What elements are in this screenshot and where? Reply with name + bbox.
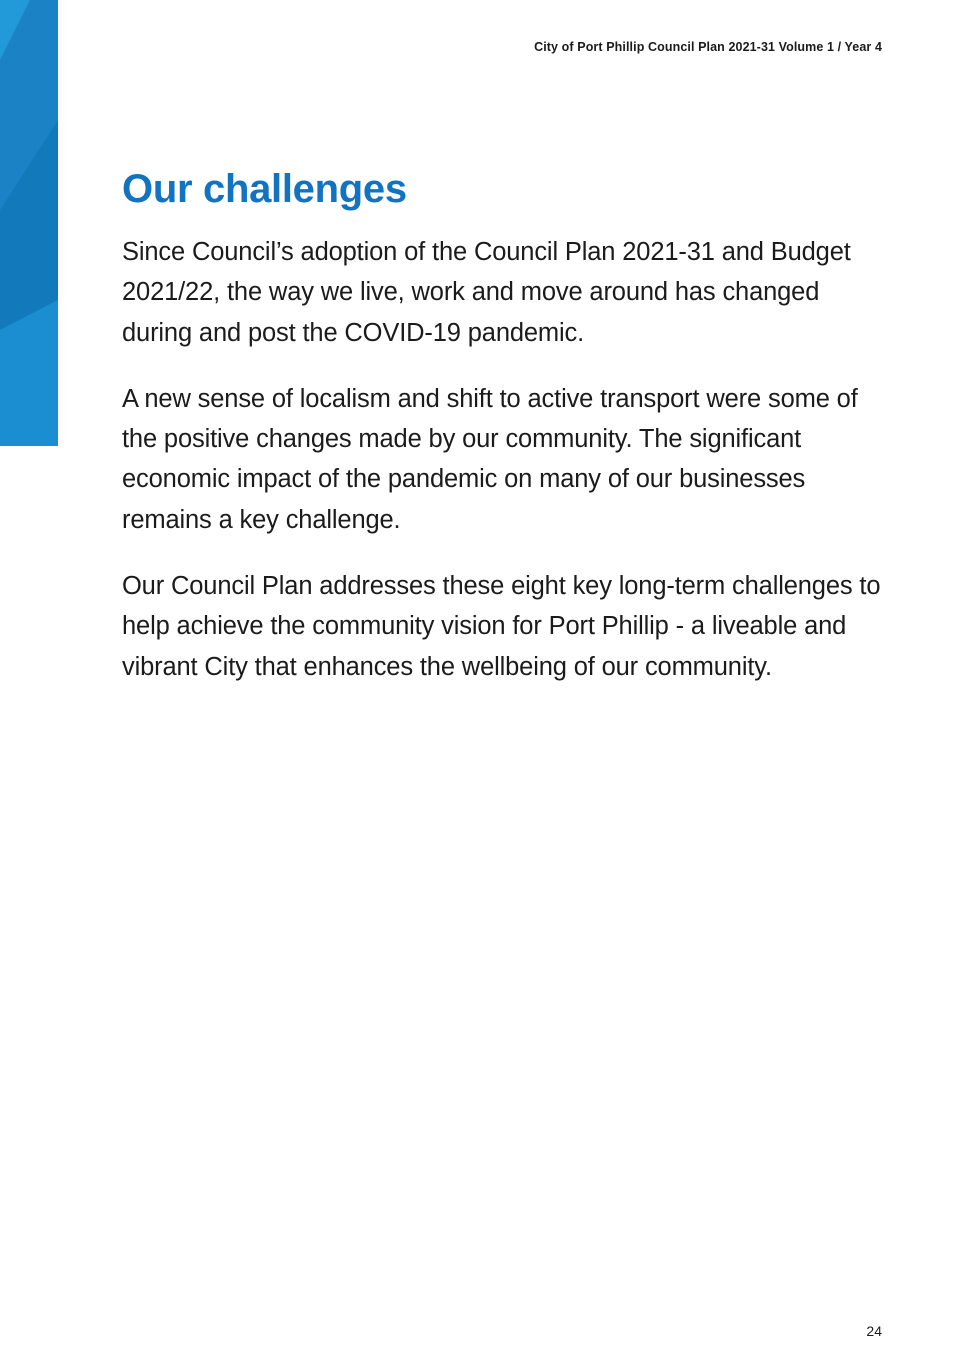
page-number: 24	[866, 1323, 882, 1339]
blue-angled-corner-graphic	[0, 0, 58, 446]
main-content	[122, 168, 892, 687]
page-title: Our challenges	[122, 167, 407, 211]
running-header: City of Port Phillip Council Plan 2021-31 Volume 1 / Year 4	[534, 40, 882, 54]
paragraph: Our Council Plan addresses these eight key long-term challenges to help achieve the community vision for Port Phillip - a liveable and vibrant City that enhances the wellbeing of our community.	[122, 571, 881, 681]
body-copy	[122, 232, 892, 687]
paragraph: A new sense of localism and shift to active transport were some of the positive changes made by our community. The significant economic impact of the pandemic on many of our businesses remains a key challenge.	[122, 384, 858, 534]
paragraph: Since Council’s adoption of the Council Plan 2021-31 and Budget 2021/22, the way we live, work and move around has changed during and post the COVID-19 pandemic.	[122, 238, 851, 347]
